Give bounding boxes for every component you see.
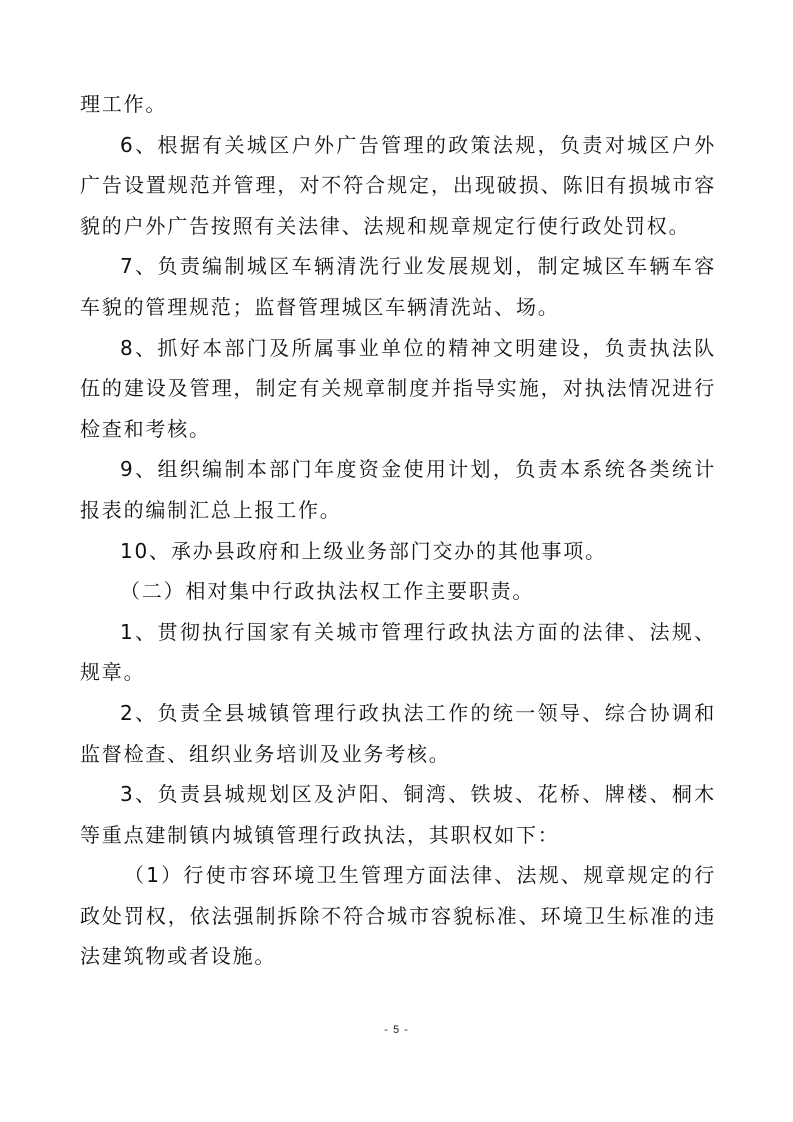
paragraph-duty-2: 2、负责全县城镇管理行政执法工作的统一领导、综合协调和监督检查、组织业务培训及业务考核。 [80, 700, 716, 766]
paragraph-item-9: 9、组织编制本部门年度资金使用计划，负责本系统各类统计报表的编制汇总上报工作。 [80, 457, 716, 522]
paragraph-item-6: 6、根据有关城区户外广告管理的政策法规，负责对城区户外广告设置规范并管理，对不符合规定，出现破损、陈旧有损城市容貌的户外广告按照有关法律、法规和规章规定行使行政处罚权。 [80, 132, 716, 238]
paragraph-item-7: 7、负责编制城区车辆清洗行业发展规划，制定城区车辆车容车貌的管理规范；监督管理城区车辆清洗站、场。 [80, 254, 716, 319]
paragraph-duty-3: 3、负责县城规划区及泸阳、铜湾、铁坡、花桥、牌楼、桐木等重点建制镇内城镇管理行政执法，其职权如下： [80, 782, 716, 847]
page-number: - 5 - [384, 1024, 409, 1036]
paragraph-item-10: 10、承办县政府和上级业务部门交办的其他事项。 [120, 538, 607, 563]
paragraph-duty-1: 1、贯彻执行国家有关城市管理行政执法方面的法律、法规、规章。 [80, 619, 716, 685]
paragraph-continuation: 理工作。 [80, 92, 168, 116]
paragraph-subitem-1: （1）行使市容环境卫生管理方面法律、法规、规章规定的行政处罚权，依法强制拆除不符合城市容貌标准、环境卫生标准的违法建筑物或者设施。 [80, 863, 716, 969]
section-heading-2: （二）相对集中行政执法权工作主要职责。 [120, 579, 535, 604]
document-body [80, 84, 716, 977]
paragraph-item-8: 8、抓好本部门及所属事业单位的精神文明建设，负责执法队伍的建设及管理，制定有关规章制度并指导实施，对执法情况进行检查和考核。 [80, 335, 716, 441]
